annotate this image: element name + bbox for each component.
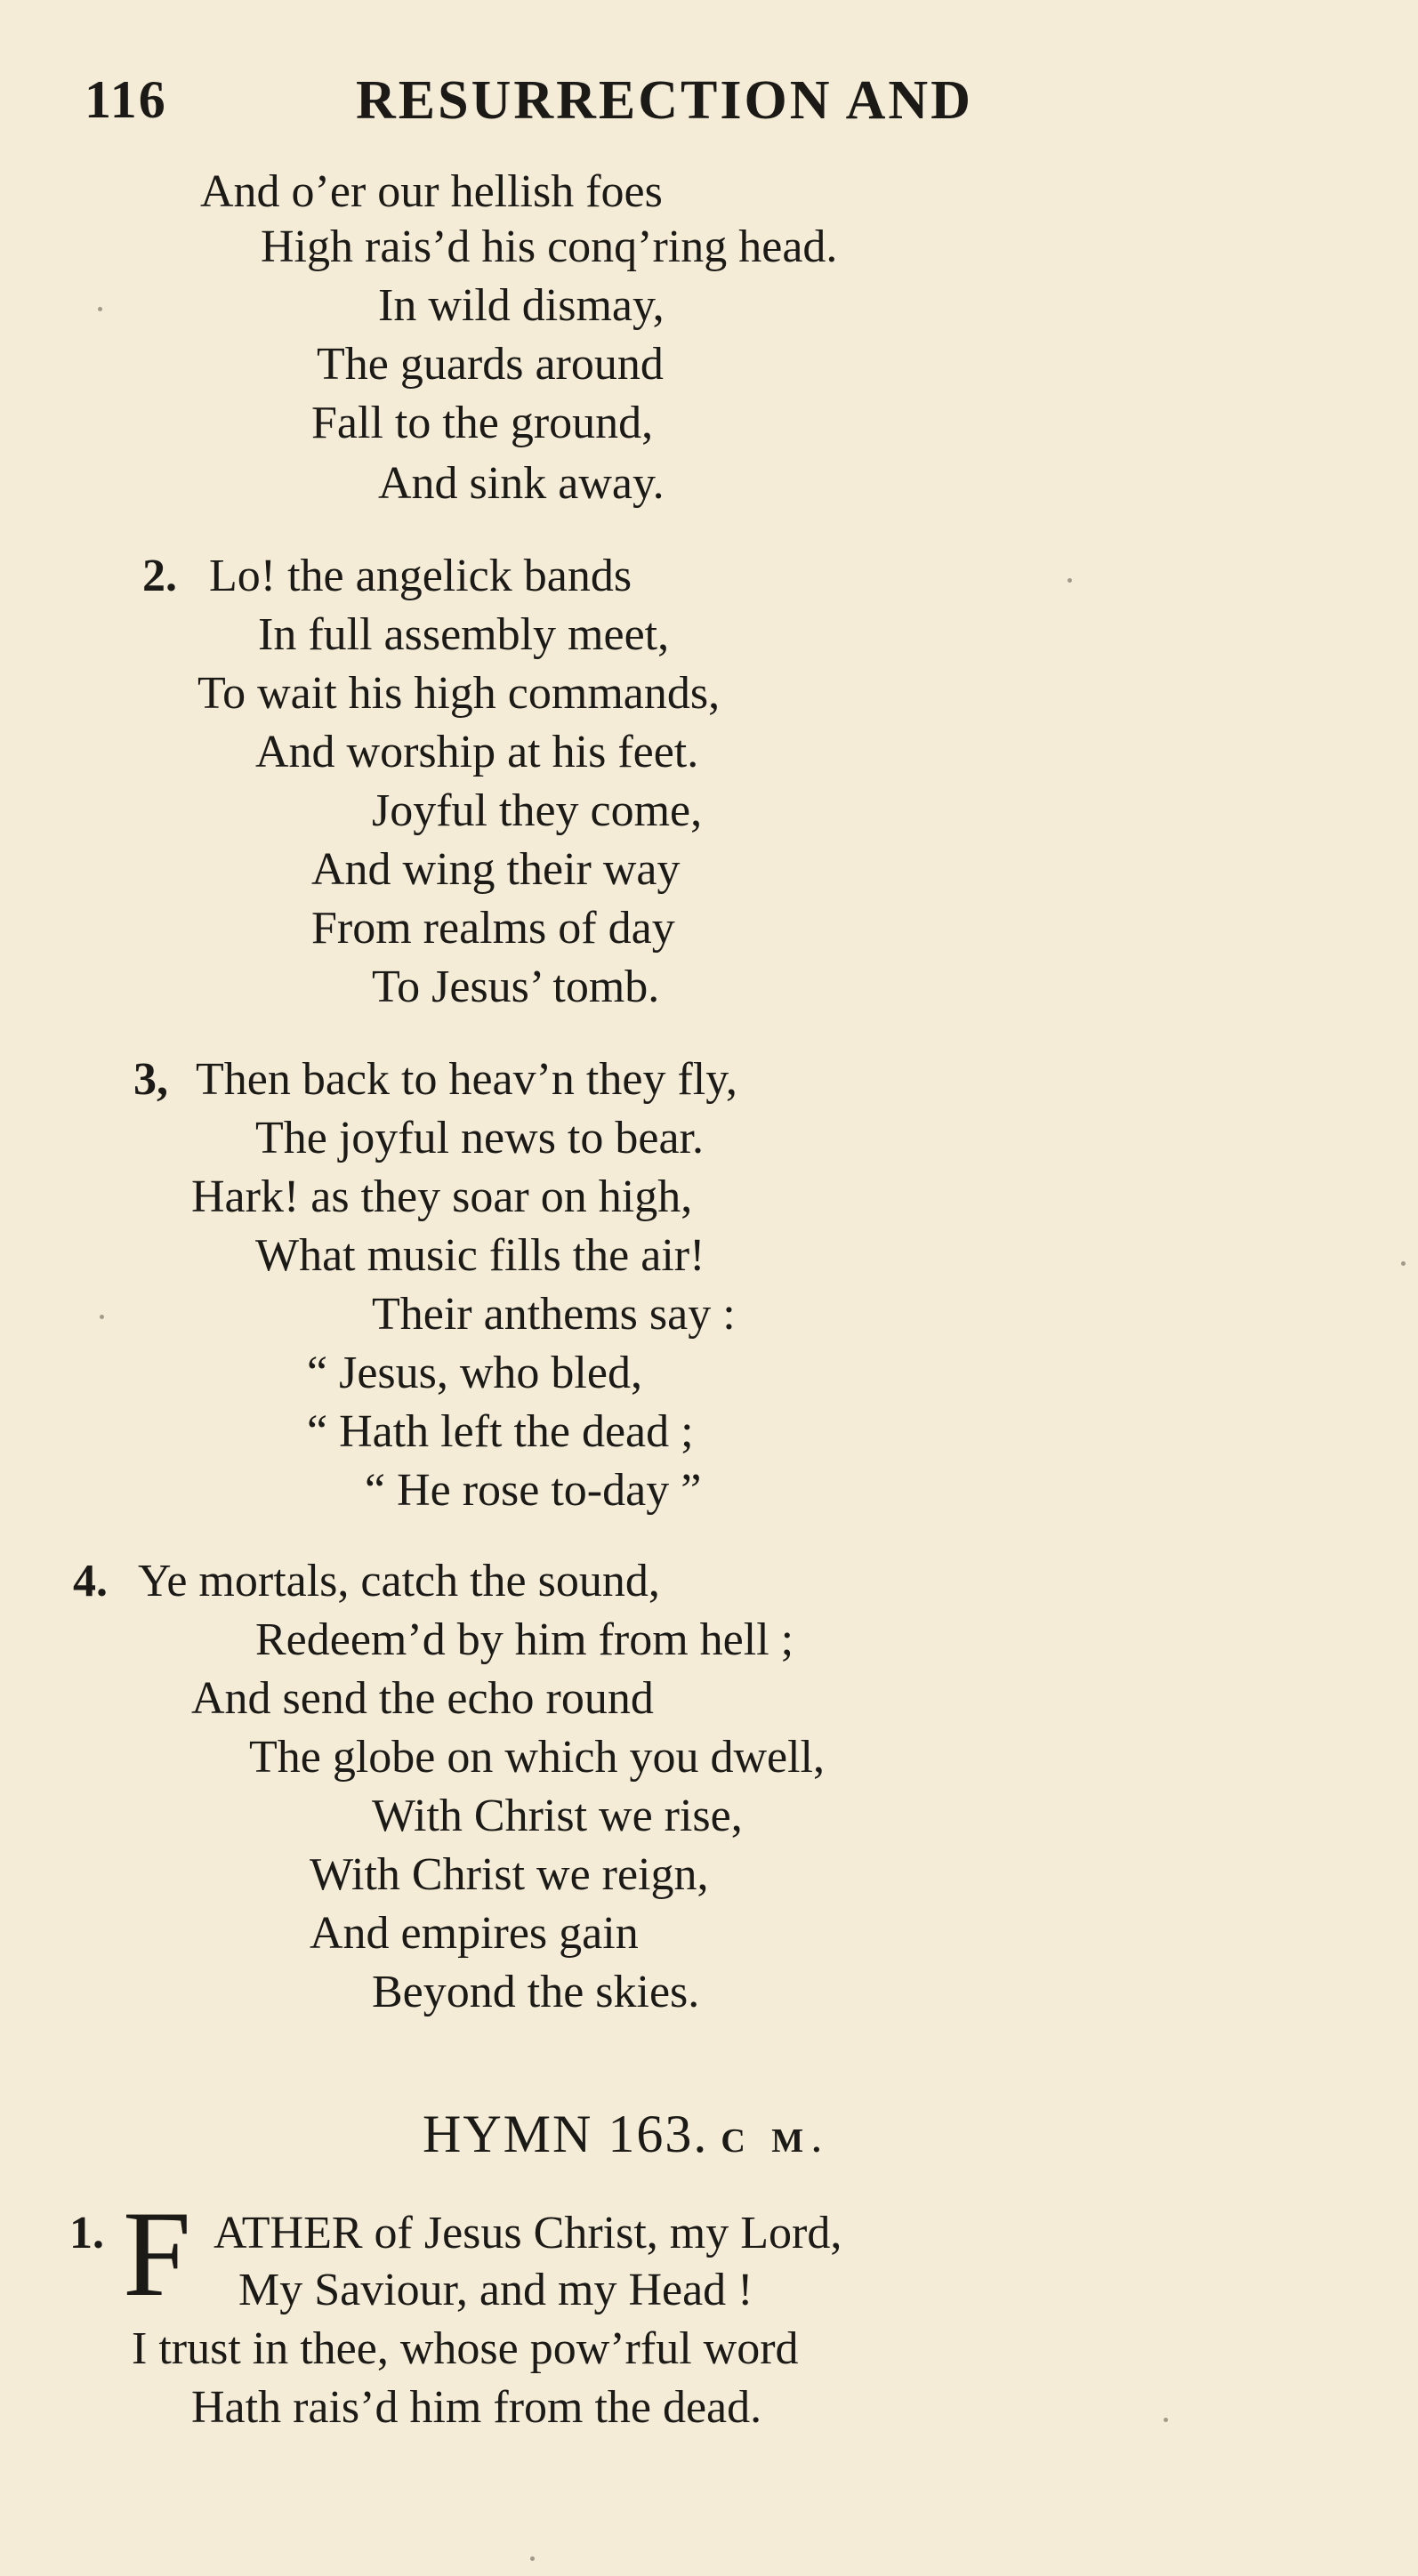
verse-line: Hark! as they soar on high, <box>191 1171 693 1222</box>
verse-line: And o’er our hellish foes <box>200 166 663 217</box>
verse-line: I trust in thee, whose pow’rful word <box>132 2323 799 2374</box>
drop-cap: F <box>123 2186 191 2322</box>
verse-line: Redeem’d by him from hell ; <box>255 1614 794 1665</box>
paper-speck <box>98 307 102 311</box>
verse-line: To Jesus’ tomb. <box>372 962 660 1012</box>
verse-line: And sink away. <box>378 458 665 509</box>
verse-line: The joyful news to bear. <box>255 1113 704 1163</box>
paper-speck <box>100 1315 104 1319</box>
hymn-meter: C M. <box>721 2122 830 2160</box>
hymn-title: HYMN 163. <box>423 2105 709 2163</box>
verse-line: And empires gain <box>310 1908 639 1959</box>
hymn-heading <box>423 2104 830 2165</box>
verse-line: With Christ we rise, <box>372 1791 743 1841</box>
paper-speck <box>1068 578 1072 583</box>
verse-line: And send the echo round <box>191 1673 654 1724</box>
verse-line: “ Jesus, who bled, <box>307 1348 642 1398</box>
verse-line: What music fills the air! <box>255 1230 705 1281</box>
running-title: RESURRECTION AND <box>356 70 973 131</box>
verse-line: In full assembly meet, <box>258 609 670 660</box>
verse-line: “ He rose to-day ” <box>365 1465 702 1516</box>
stanza-number: 4. <box>73 1556 108 1606</box>
verse-line: My Saviour, and my Head ! <box>238 2265 753 2315</box>
stanza-number: 2. <box>142 551 177 601</box>
verse-line: In wild dismay, <box>378 280 665 331</box>
verse-line: Ye mortals, catch the sound, <box>138 1556 660 1606</box>
verse-line: Hath rais’d him from the dead. <box>191 2382 762 2433</box>
stanza-number: 1. <box>69 2208 104 2258</box>
verse-line: And wing their way <box>311 844 681 895</box>
stanza-number: 3, <box>133 1054 168 1105</box>
page-header <box>85 69 1045 141</box>
verse-line: High rais’d his conq’ring head. <box>261 221 838 272</box>
verse-line: “ Hath left the dead ; <box>307 1406 694 1457</box>
verse-line: Joyful they come, <box>372 785 703 836</box>
paper-speck <box>530 2556 535 2561</box>
verse-line: To wait his high commands, <box>197 668 721 719</box>
verse-line: The guards around <box>317 339 664 390</box>
verse-line: ATHER of Jesus Christ, my Lord, <box>214 2208 842 2258</box>
verse-line: Lo! the angelick bands <box>209 551 632 601</box>
verse-line: Their anthems say : <box>372 1289 736 1340</box>
verse-line: Then back to heav’n they fly, <box>196 1054 737 1105</box>
verse-line: From realms of day <box>311 903 675 954</box>
verse-line: Beyond the skies. <box>372 1967 700 2017</box>
paper-speck <box>1401 1261 1406 1266</box>
paper-speck <box>1164 2418 1168 2422</box>
verse-line: Fall to the ground, <box>311 398 654 448</box>
verse-line: And worship at his feet. <box>255 727 699 777</box>
verse-line: With Christ we reign, <box>310 1849 709 1900</box>
verse-line: The globe on which you dwell, <box>249 1732 825 1783</box>
page-number: 116 <box>85 70 167 129</box>
